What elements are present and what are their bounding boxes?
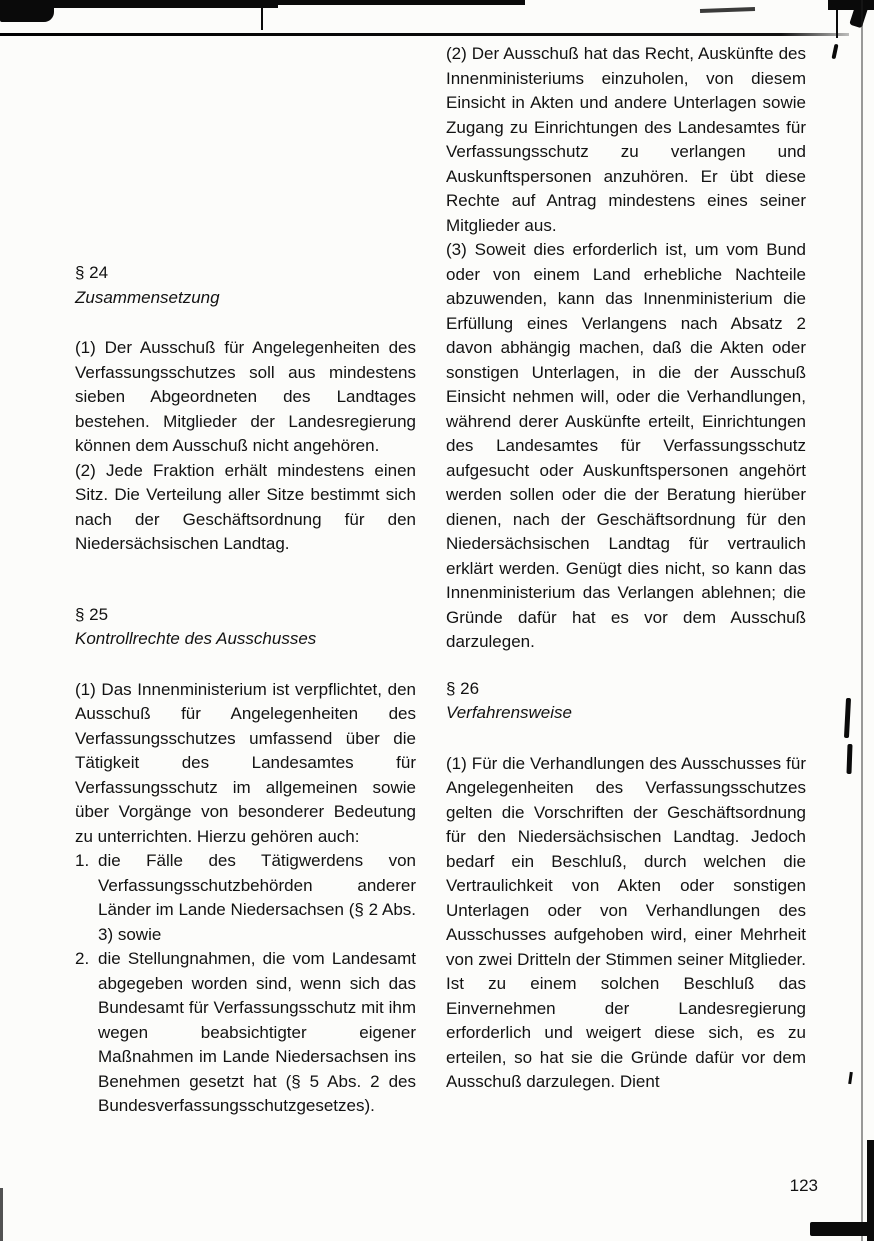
scan-artifact-bottom-left-line <box>0 1188 3 1241</box>
scan-artifact-top-right-line <box>836 0 838 38</box>
scan-artifact-top-edge <box>278 0 525 5</box>
scan-artifact-top-dash <box>700 7 755 13</box>
list-item <box>75 849 416 947</box>
scan-artifact-right-tick <box>846 744 852 774</box>
section-24-paragraph-1: (1) Der Ausschuß für Angelegenheiten des Verfassungsschutzes soll aus mindestens sieben Abgeordneten des Landtages bestehen. Mitglieder der Landesregierung können dem Ausschuß nicht angehören. <box>75 338 416 455</box>
section-26-title: Verfahrensweise <box>446 703 572 722</box>
section-25-paragraph-3: (3) Soweit dies erforderlich ist, um vom Bund oder von einem Land erhebliche Nachteile abzuwenden, kann das Innenministerium die Erfüllung eines Verlangens nach Absatz 2 davon abhängig machen, daß die Akten oder sonstigen Unterlagen, in die der Ausschuß Einsicht nehmen will, oder die Verhandlungen, während derer Auskünfte erteilt, Einrichtungen des Landesamtes für Verfassungsschutz aufgesucht oder Auskunftspersonen angehört werden sollen oder die der Beratung hierüber dienen, nach der Geschäftsordnung für den Niedersächsischen Landtag für vertraulich erklärt werden. Genügt dies nicht, so kann das Innenministerium das Verlangen ablehnen; die Gründe dafür hat es vor dem Ausschuß darzulegen. <box>446 240 806 651</box>
scan-artifact-gutter-line <box>261 0 263 30</box>
section-24-heading: § 24 <box>75 263 109 282</box>
section-25-paragraph-2: (2) Der Ausschuß hat das Recht, Auskünfte des Innenministeriums einzuholen, von diesem Einsicht in Akten und andere Unterlagen sowie Zugang zu Einrichtungen des Landesamtes für Verfassungsschutz zu verlangen und Auskunftspersonen anzuhören. Er übt diese Rechte auf Antrag mindestens eines seiner Mitglieder aus. <box>446 44 806 235</box>
section-26-paragraph-1: (1) Für die Verhandlungen des Ausschusses für Angelegenheiten des Verfassungsschutzes gelten die Vorschriften der Geschäftsordnung für den Niedersächsischen Landtag. Jedoch bedarf ein Beschluß, durch welchen die Vertraulichkeit von Akten oder sonstigen Unterlagen oder von Verhandlungen des Ausschusses aufgehoben wird, einer Mehrheit von zwei Dritteln der Stimmen seiner Mitglieder. Ist zu einem solchen Beschluß das Einvernehmen der Landesregierung erforderlich und weigert diese sich, es zu erteilen, so hat sie die Gründe dafür vor dem Ausschuß darzulegen. Dient <box>446 753 806 1091</box>
scan-artifact-bottom-right-edge <box>867 1140 874 1241</box>
scan-artifact-top-left-blob <box>0 0 54 22</box>
list-item-marker: 2. <box>75 949 90 968</box>
section-25-title: Kontrollrechte des Ausschusses <box>75 629 317 648</box>
scan-artifact-top-rule <box>0 33 849 36</box>
scan-artifact-bottom-right-bar <box>810 1222 874 1236</box>
list-item-marker: 1. <box>75 851 90 870</box>
section-26-heading: § 26 <box>446 678 480 698</box>
section-24-title: Zusammensetzung <box>75 287 220 307</box>
left-column <box>75 261 416 1119</box>
section-24-paragraph-2: (2) Jede Fraktion erhält mindestens einen Sitz. Die Verteilung aller Sitze bestimmt sich nach der Geschäftsordnung für den Niedersächsischen Landtag. <box>75 460 416 553</box>
scan-artifact-right-speck <box>831 44 838 60</box>
right-column <box>446 42 806 1095</box>
list-item <box>75 947 416 1119</box>
scan-artifact-right-tick <box>844 698 851 738</box>
list-item-text: die Stellungnahmen, die vom Landesamt abgegeben worden sind, wenn sich das Bundesamt für Verfassungsschutz mit ihm wegen beabsichtigter eigener Maßnahmen im Lande Niedersachsen ins Benehmen gesetzt hat (§ 5 Abs. 2 des Bundesverfassungsschutzgesetzes). <box>98 949 416 1115</box>
page-number: 123 <box>789 1176 818 1195</box>
list-item-text: die Fälle des Tätigwerdens von Verfassungsschutzbehörden anderer Länder im Lande Niedersachsen (§ 2 Abs. 3) sowie <box>98 851 416 944</box>
scan-artifact-right-speck <box>848 1072 853 1084</box>
section-25-paragraph-1: (1) Das Innenministerium ist verpflichtet, den Ausschuß für Angelegenheiten des Verfassungsschutzes umfassend über die Tätigkeit des Landesamtes für Verfassungsschutz im allgemeinen sowie über Vorgänge von besonderer Bedeutung zu unterrichten. Hierzu gehören auch: <box>75 679 416 846</box>
section-25-heading: § 25 <box>75 604 109 624</box>
scan-artifact-right-edge-line <box>861 0 863 1241</box>
